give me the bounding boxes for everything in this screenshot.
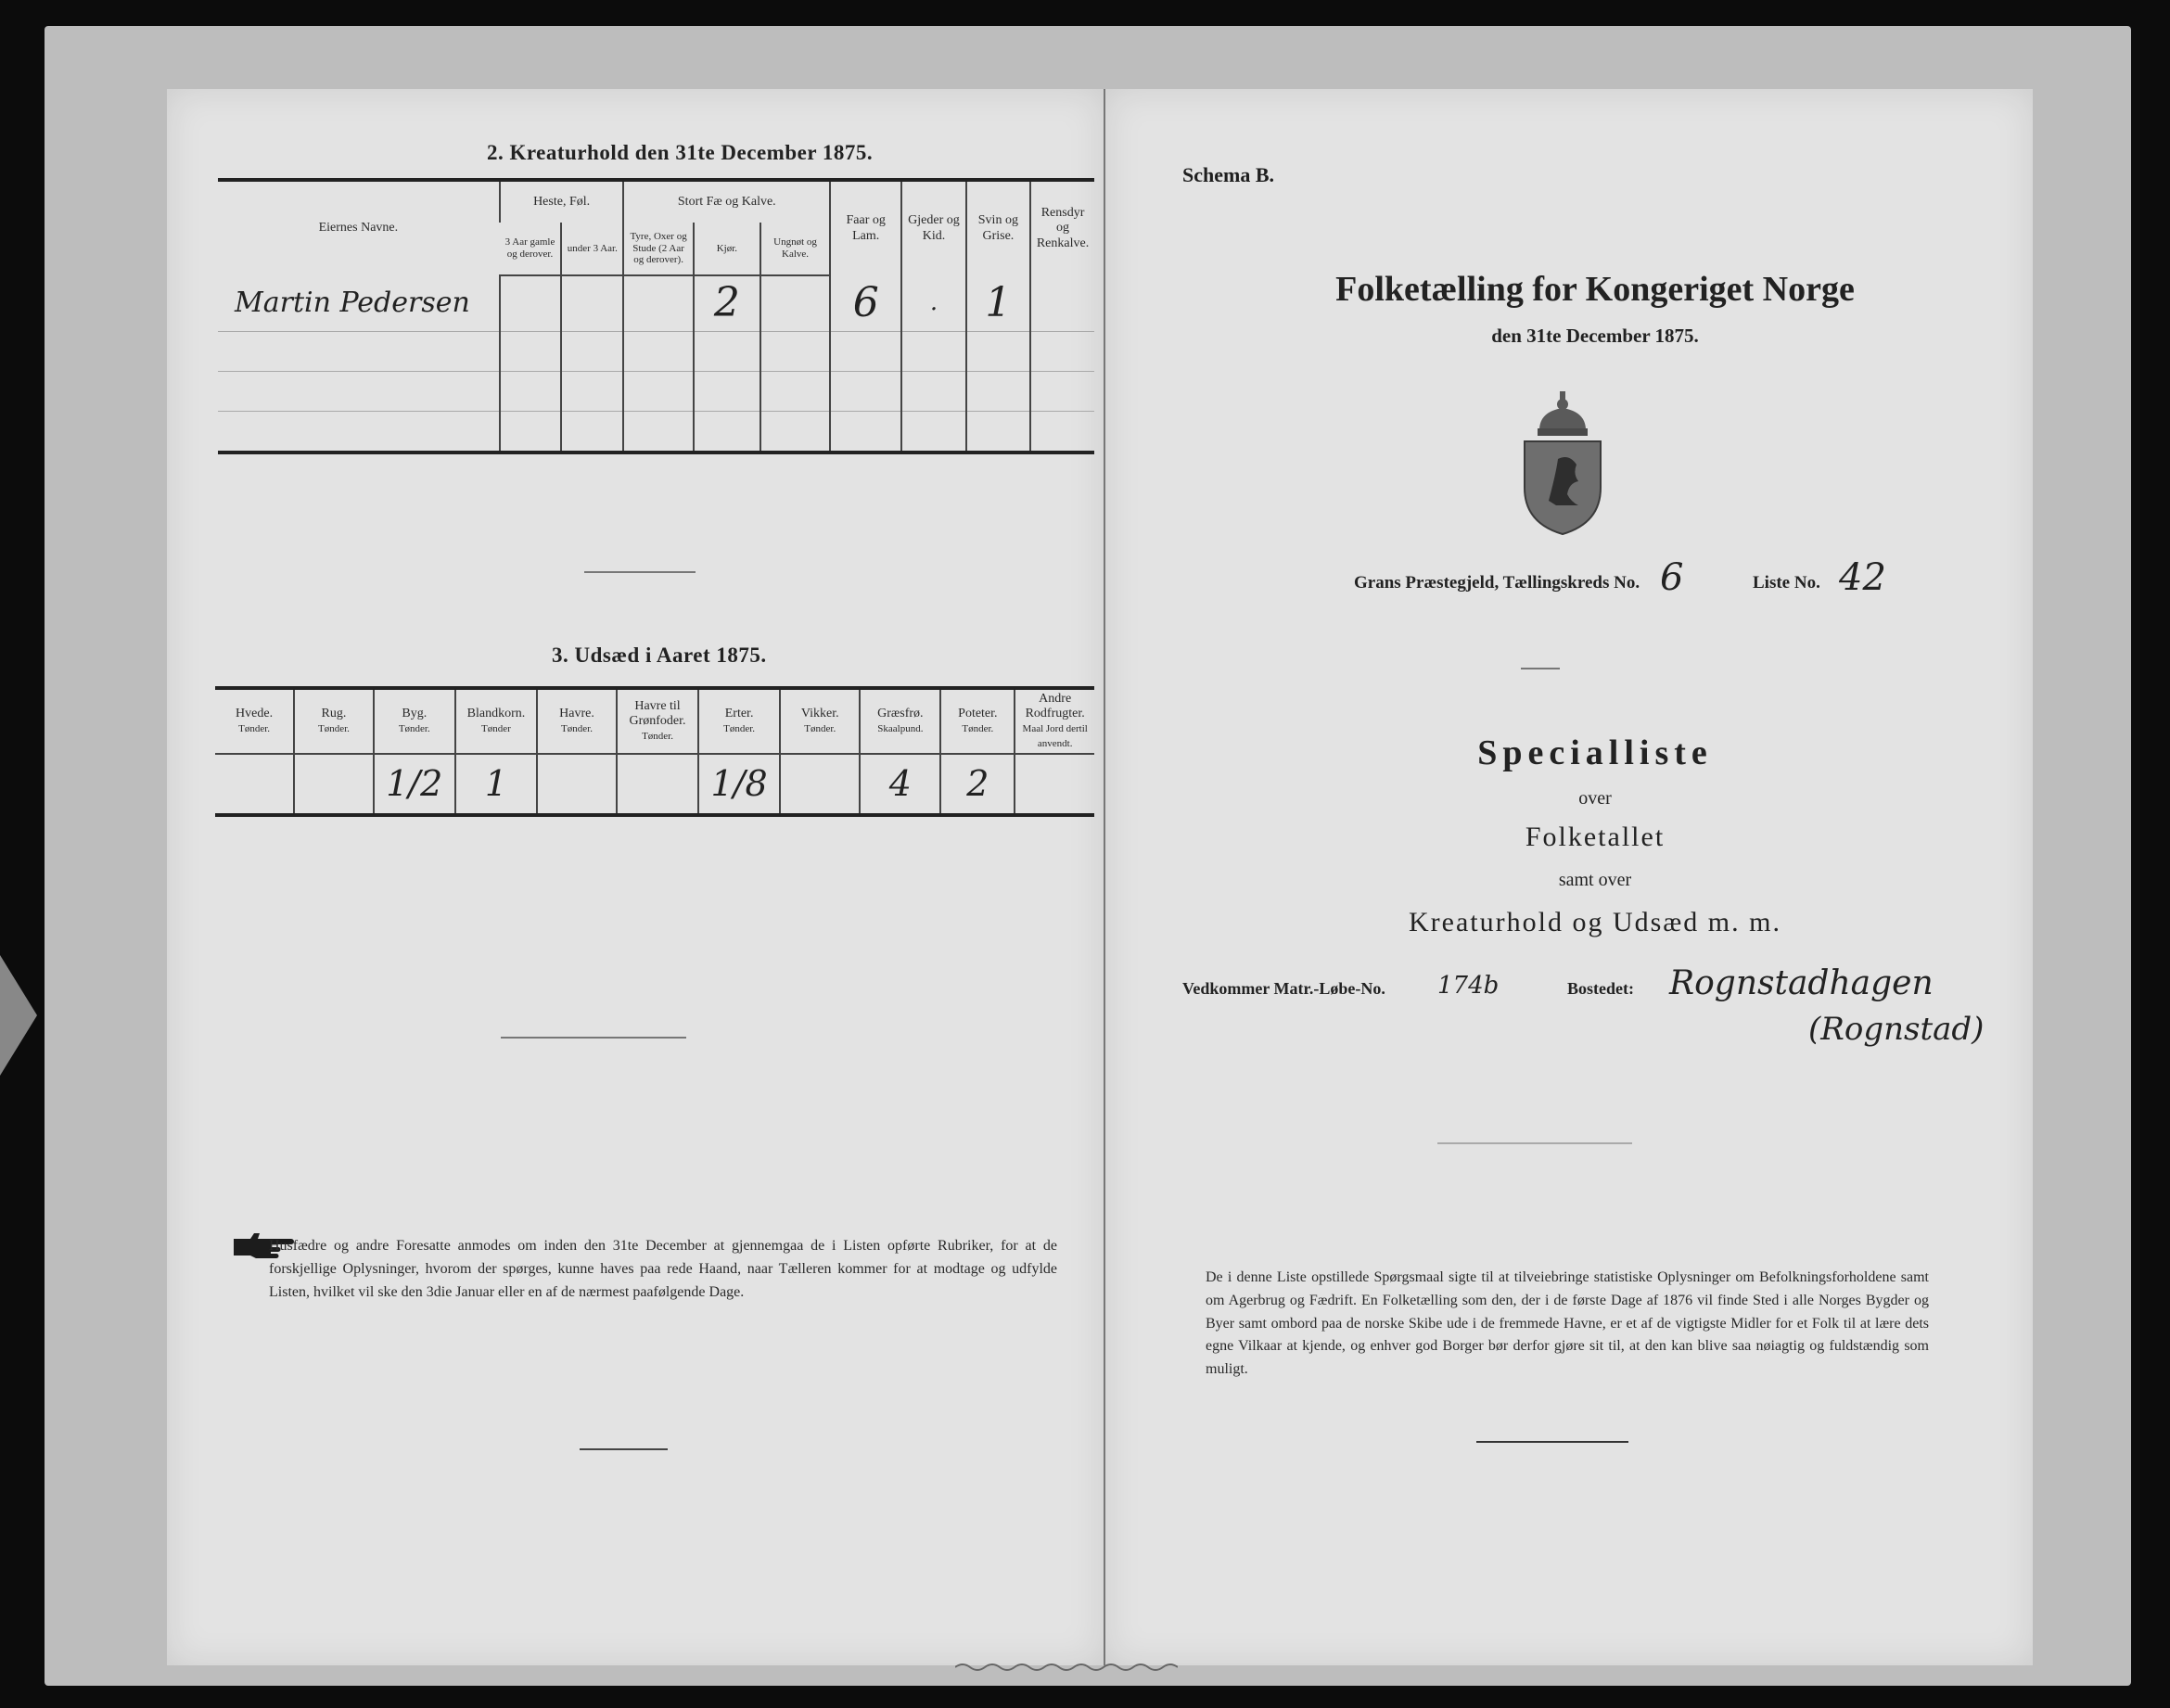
page-bottom-scribble [955,1660,1178,1673]
potatoes-header: Poteter. Tønder. [940,688,1015,754]
coat-of-arms-icon [1512,389,1614,538]
district-number: 6 [1660,556,1684,599]
table-row [218,372,1094,412]
grass-seed-value: 4 [860,754,940,815]
pigs-value: 1 [966,275,1030,332]
sheep-header: Faar og Lam. [830,180,901,275]
bostedet-label: Bostedet: [1567,979,1634,998]
divider [580,1448,668,1450]
potatoes-value: 2 [940,754,1015,815]
horses-header: Heste, Føl. [500,180,624,223]
footer-explanation: De i denne Liste opstillede Spørgsmaal sigte til at tilveiebringe statistiske Oplysninger om Befolkningsforholdene samt om Agerbrug og Fædrift. En Folketælling som den, der i de første Dage af 1876 vil finde Sted i alle Norges Bygder og Byer samt ombord paa de norske Skibe ude i de fremmede Havne, er et af de vigtigste Midler for et Folk til at lære dets egne Vilkaar at kjende, og enhver god Borger bør derfor gjøre sit til, at den kan blive saa nøiagtig og fuldstændig som muligt. [1206,1269,1929,1378]
cows-header: Kjør. [694,223,760,275]
other-roots-header: Andre Rodfrugter. Maal Jord dertil anvendt. [1015,688,1094,754]
pigs-header: Svin og Grise. [966,180,1030,275]
reindeer-header: Rensdyr og Renkalve. [1030,180,1094,275]
barley-value: 1/2 [374,754,455,815]
bostedet-value-secondary: (Rognstad) [1808,1011,1985,1048]
owner-header: Eiernes Navne. [318,221,399,236]
goats-header: Gjeder og Kid. [901,180,965,275]
cows-value: 2 [694,275,760,332]
bostedet-value: Rognstadhagen [1669,964,1934,1002]
livestock-table [218,178,1094,454]
parish-label: Grans Præstegjeld, Tællingskreds No. [1354,573,1640,593]
table-row [215,754,1094,815]
matr-label: Vedkommer Matr.-Løbe-No. [1182,979,1385,998]
left-page [167,89,1105,1665]
samt-over-label: samt over [1558,870,1632,890]
list-label: Liste No. [1753,573,1820,593]
divider [1476,1441,1628,1443]
divider [501,1037,686,1039]
divider [1521,668,1560,669]
calves-header: Ungnøt og Kalve. [760,223,830,275]
matr-number: 174b [1437,972,1500,1000]
kreaturhold-heading: Kreaturhold og Udsæd m. m. [1409,907,1781,937]
goats-value: . [901,275,965,332]
sheep-value: 6 [830,275,901,332]
horses-under3-header: under 3 Aar. [561,223,623,275]
livestock-section-title: 2. Kreaturhold den 31te December 1875. [487,141,874,164]
owner-name: Martin Pedersen [218,275,500,332]
instructions-notice: Husfædre og andre Foresatte anmodes om inden den 31te December at gjennemgaa de i Listen opførte Rubriker, for at de forskjellige Oplysninger, hvorom der spørges, kunne haves paa rede Haand, naar Tælleren kommer for at modtage og udfylde Listen, hvilket vil ske den 3die Januar eller en af de nærmest paafølgende Dage. [269,1238,1057,1300]
grass-seed-header: Græsfrø. Skaalpund. [860,688,940,754]
mixed-grain-header: Blandkorn. Tønder [455,688,537,754]
peas-header: Erter. Tønder. [698,688,780,754]
divider [584,571,696,573]
oats-header: Havre. Tønder. [537,688,617,754]
oats-green-feed-header: Havre til Grønfoder. Tønder. [617,688,698,754]
census-date: den 31te December 1875. [1491,325,1699,347]
rye-header: Rug. Tønder. [294,688,374,754]
sowing-table [215,686,1094,817]
page-edge-marker [0,955,37,1076]
wheat-header: Hvede. Tønder. [215,688,294,754]
peas-value: 1/8 [698,754,780,815]
census-title: Folketælling for Kongeriget Norge [1335,270,1855,309]
list-number: 42 [1839,556,1886,599]
divider [1437,1142,1632,1144]
vetch-header: Vikker. Tønder. [780,688,860,754]
barley-header: Byg. Tønder. [374,688,455,754]
cattle-header: Stort Fæ og Kalve. [623,180,830,223]
specialliste-heading: Specialliste [1477,733,1713,772]
table-row [218,332,1094,372]
table-row [218,275,1094,332]
schema-label: Schema B. [1182,163,1274,186]
sowing-section-title: 3. Udsæd i Aaret 1875. [552,644,767,667]
over-label: over [1578,788,1612,809]
table-row [218,412,1094,453]
horses-over3-header: 3 Aar gamle og derover. [500,223,561,275]
folketallet-heading: Folketallet [1525,822,1666,852]
bulls-header: Tyre, Oxer og Stude (2 Aar og derover). [623,223,693,275]
mixed-grain-value: 1 [455,754,537,815]
